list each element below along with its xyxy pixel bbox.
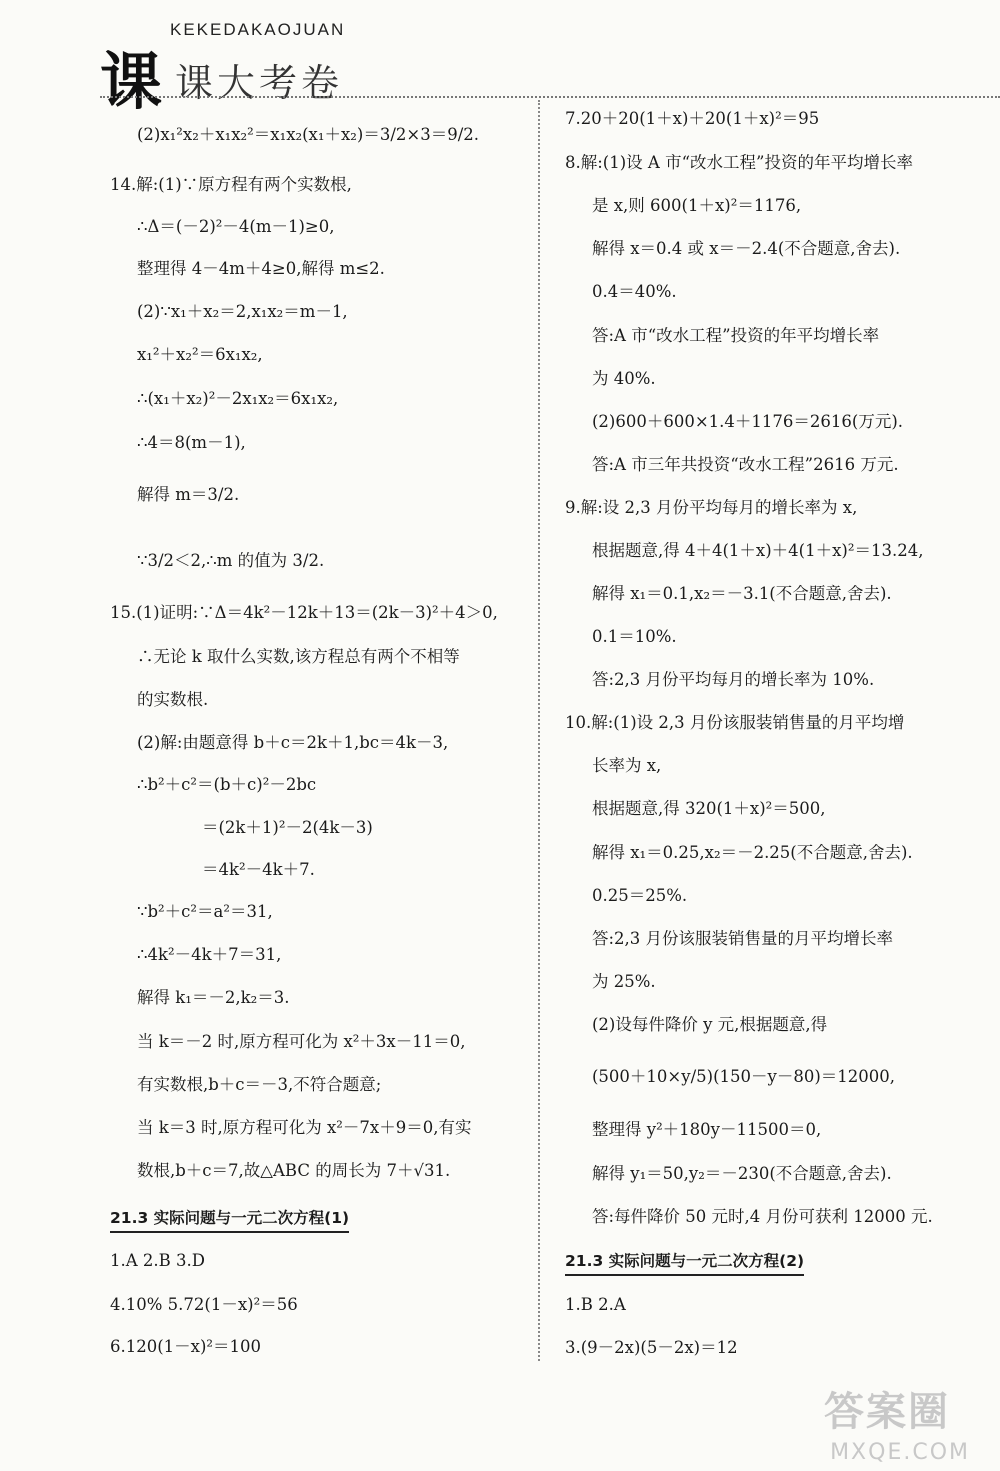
answer-line: 6.120(1－x)²＝100 [110, 1337, 262, 1356]
answer-line: x₁²＋x₂²＝6x₁x₂, [137, 345, 263, 364]
answer-line: ∴无论 k 取什么实数,该方程总有两个不相等 [137, 647, 460, 666]
answer-line: 整理得 4－4m＋4≥0,解得 m≤2. [137, 259, 385, 278]
answer-line: 解得 y₁＝50,y₂＝－230(不合题意,舍去). [592, 1164, 892, 1183]
answer-line: ＝(2k＋1)²－2(4k－3) [202, 818, 373, 837]
answer-line: 为 40%. [592, 369, 656, 388]
answer-line: (2)∵x₁＋x₂＝2,x₁x₂＝m－1, [137, 302, 348, 321]
answer-line: 长率为 x, [592, 756, 662, 775]
answer-line: (2)600＋600×1.4＋1176＝2616(万元). [592, 412, 904, 431]
answer-line: 是 x,则 600(1＋x)²＝1176, [592, 196, 802, 215]
answer-line: ∴b²＋c²＝(b＋c)²－2bc [137, 775, 317, 794]
answer-line: (2)设每件降价 y 元,根据题意,得 [592, 1015, 828, 1034]
section-heading: 21.3 实际问题与一元二次方程(1) [110, 1207, 349, 1233]
watermark [780, 1389, 980, 1465]
answer-line: (2)x₁²x₂＋x₁x₂²＝x₁x₂(x₁＋x₂)＝3/2×3＝9/2. [137, 125, 480, 144]
answer-line: ∴(x₁＋x₂)²－2x₁x₂＝6x₁x₂, [137, 389, 339, 408]
answer-line: ∴Δ＝(－2)²－4(m－1)≥0, [137, 217, 335, 236]
answer-line: 3.(9－2x)(5－2x)＝12 [565, 1338, 738, 1357]
answer-line: 7.20＋20(1＋x)＋20(1＋x)²＝95 [565, 109, 820, 128]
answer-line: 答:A 市三年共投资“改水工程”2616 万元. [592, 455, 899, 474]
answer-line: 解得 k₁＝－2,k₂＝3. [137, 988, 290, 1007]
answer-line: 答:每件降价 50 元时,4 月份可获利 12000 元. [592, 1207, 933, 1226]
answer-line: 根据题意,得 320(1＋x)²＝500, [592, 799, 826, 818]
answer-line: 根据题意,得 4＋4(1＋x)＋4(1＋x)²＝13.24, [592, 541, 924, 560]
answer-line: 当 k＝3 时,原方程可化为 x²－7x＋9＝0,有实 [137, 1118, 472, 1137]
answer-line: ∵3/2＜2,∴m 的值为 3/2. [137, 551, 325, 570]
answer-line: 为 25%. [592, 972, 656, 991]
answer-line: 15.(1)证明:∵Δ＝4k²－12k＋13＝(2k－3)²＋4＞0, [110, 603, 498, 622]
answer-line: ＝4k²－4k＋7. [202, 860, 315, 879]
answer-line: ∵b²＋c²＝a²＝31, [137, 902, 273, 921]
answer-line: 8.解:(1)设 A 市“改水工程”投资的年平均增长率 [565, 153, 913, 172]
answer-line: 数根,b＋c＝7,故△ABC 的周长为 7＋√31. [137, 1161, 451, 1180]
answer-line: 答:2,3 月份平均每月的增长率为 10%. [592, 670, 875, 689]
column-divider [538, 100, 540, 1361]
logo-title: 课大考卷 [175, 61, 344, 105]
answer-line: 0.25＝25%. [592, 886, 688, 905]
watermark-url: MXQE.COM [830, 1440, 970, 1465]
answer-line: 9.解:设 2,3 月份平均每月的增长率为 x, [565, 498, 858, 517]
answer-line: 10.解:(1)设 2,3 月份该服装销售量的月平均增 [565, 713, 905, 732]
answer-line: 解得 x＝0.4 或 x＝－2.4(不合题意,舍去). [592, 239, 901, 258]
answer-line: 当 k＝－2 时,原方程可化为 x²＋3x－11＝0, [137, 1032, 466, 1051]
logo-latin: KEKEDAKAOJUAN [170, 20, 346, 39]
answer-line: 的实数根. [137, 690, 209, 709]
answer-line: ∴4k²－4k＋7＝31, [137, 945, 282, 964]
answer-line: 解得 m＝3/2. [137, 485, 240, 504]
answer-line: 解得 x₁＝0.1,x₂＝－3.1(不合题意,舍去). [592, 584, 892, 603]
answer-line: 1.B 2.A [565, 1295, 626, 1314]
section-heading: 21.3 实际问题与一元二次方程(2) [565, 1250, 804, 1276]
answer-line: 答:2,3 月份该服装销售量的月平均增长率 [592, 929, 894, 948]
answer-line: 答:A 市“改水工程”投资的年平均增长率 [592, 326, 880, 345]
answer-line: 0.4＝40%. [592, 282, 677, 301]
logo-big-char: 课 [100, 45, 157, 118]
answer-line: ∴4＝8(m－1), [137, 433, 246, 452]
answer-line: (2)解:由题意得 b＋c＝2k＋1,bc＝4k－3, [137, 733, 449, 752]
answer-line: 有实数根,b＋c＝－3,不符合题意; [137, 1075, 382, 1094]
answer-line: 14.解:(1)∵原方程有两个实数根, [110, 175, 352, 194]
answer-line: 4.10% 5.72(1－x)²＝56 [110, 1295, 298, 1314]
page-header-logo [100, 14, 400, 118]
answer-line: 1.A 2.B 3.D [110, 1251, 205, 1270]
answer-line: 整理得 y²＋180y－11500＝0, [592, 1120, 822, 1139]
answer-line: (500＋10×y/5)(150－y－80)＝12000, [592, 1067, 895, 1086]
header-divider [100, 96, 1000, 98]
answer-line: 0.1＝10%. [592, 627, 677, 646]
answer-line: 解得 x₁＝0.25,x₂＝－2.25(不合题意,舍去). [592, 843, 913, 862]
watermark-text: 答案圈 [824, 1389, 950, 1435]
